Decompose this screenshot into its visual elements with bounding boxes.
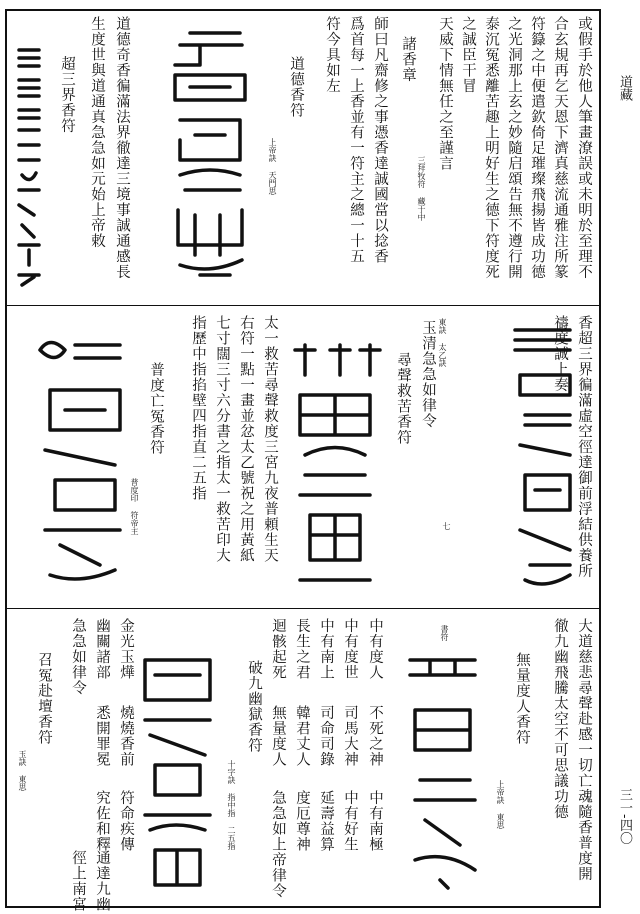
text-column: 符命疾傳 (118, 790, 134, 852)
annotation-note: 書符 (440, 625, 449, 641)
talisman-grid-image (285, 340, 385, 595)
text-column: 爲首每一上香並有一符主之總一十五 (348, 16, 364, 264)
talisman-title: 尋聲救苦香符 (395, 352, 411, 445)
text-column: 中有南極 (367, 790, 383, 852)
text-column: 生度世與道通真急急如元始上帝敕 (89, 16, 105, 249)
text-column: 師曰凡齋修之事憑香達誠國當以捻香 (372, 16, 388, 264)
annotation-note: 上帝訣 天門思 (268, 138, 277, 195)
text-column: 泰沉冤悉離苦趣上明好生之德下符度死 (483, 16, 499, 280)
text-column: 幽關諸部 (94, 618, 110, 680)
text-column: 究佐和釋 (94, 790, 110, 852)
text-column: 韓君丈人 (294, 705, 310, 767)
seal-talisman-image (505, 315, 585, 600)
talisman-title: 玉清急急如律令 (420, 320, 436, 429)
annotation-note: 上帝訣 東思 (496, 780, 505, 829)
talisman-strip-image (14, 40, 44, 295)
text-column: 指歷中指掐壁四指直二五指 (190, 315, 206, 501)
annotation-note: 三拜牧符 藏于中 (417, 156, 426, 221)
text-column: 徑上南宮 (70, 850, 86, 912)
text-column: 中有度人 (367, 618, 383, 680)
text-column: 無量度人 (270, 705, 286, 767)
text-column: 香超三界徧滿虛空徑達御前浮結供養所 (576, 315, 592, 579)
text-column: 之光洞那上玄之妙隨启頌告無不遵行開 (506, 16, 522, 280)
text-column: 禱度誠上奏 (552, 315, 568, 393)
seal-talisman-image (400, 640, 485, 895)
text-column: 中有好生 (342, 790, 358, 852)
annotation-note: 十字訣 指中指 二五指 (227, 760, 236, 850)
text-column: 道德奇香徧滿法界徹達三境事誠通感長 (114, 16, 130, 280)
text-column: 中有度世 (342, 618, 358, 680)
section-divider-2 (7, 608, 599, 609)
talisman-title: 破九幽獄香符 (246, 660, 262, 753)
text-column: 徹九幽飛騰太空不可思議功德 (552, 618, 568, 820)
text-column: 司馬大神 (342, 705, 358, 767)
text-column: 急急如律令 (70, 618, 86, 696)
text-column: 燒燒香前 (118, 705, 134, 767)
talisman-title: 無量度人香符 (514, 652, 530, 745)
text-column: 大道慈悲尋聲赴感一切亡魂隨香普度開 (576, 618, 592, 882)
text-column: 度厄尊神 (294, 790, 310, 852)
section-heading: 諸香章 (400, 36, 416, 83)
text-column: 金光玉燁 (118, 618, 134, 680)
page-number: 三一-四〇 (617, 788, 632, 845)
text-column: 中有南上 (318, 618, 334, 680)
text-column: 或假手於他人筆畫潦誤或未明於至理不 (576, 16, 592, 280)
seal-talisman-image (130, 650, 225, 900)
text-column: 符籙之中便遣欽倚足璀璨飛揚皆成功德 (529, 16, 545, 280)
text-column: 不死之神 (367, 705, 383, 767)
text-column: 右符一點一畫並忿太乙號祝之用黃紙 (238, 315, 254, 563)
text-column: 之誠臣干冒 (460, 16, 476, 94)
annotation-note: 東訣 太乙訣 (438, 318, 447, 367)
text-column: 太一救苦尋聲救度三宮九夜普頼生天 (262, 315, 278, 563)
text-column: 合玄規再乞天恩下濟真慈流通雅注所篆 (552, 16, 568, 280)
text-column: 急急如上帝律令 (270, 790, 286, 899)
text-column: 司命司錄 (318, 705, 334, 767)
seal-talisman-image (160, 25, 260, 290)
text-column: 通達九幽 (94, 850, 110, 912)
text-column: 符今具如左 (324, 16, 340, 94)
book-title: 道藏 (617, 75, 632, 101)
text-column: 天威下情無任之至謹言 (437, 16, 453, 171)
text-column: 迴骸起死 (270, 618, 286, 680)
text-column: 長生之君 (294, 618, 310, 680)
annotation-note: 七 (442, 522, 451, 530)
annotation-note: 玉訣 東思 (18, 750, 27, 791)
annotation-note: 普度印 符帝主 (130, 478, 139, 535)
text-column: 悉開罪冕 (94, 705, 110, 767)
section-divider-1 (7, 305, 599, 306)
text-column: 延壽益算 (318, 790, 334, 852)
talisman-title: 超三界香符 (59, 56, 75, 134)
talisman-title: 普度亡冤香符 (148, 362, 164, 455)
talisman-title: 召冤赴壇香符 (36, 652, 52, 745)
talisman-title: 道德香符 (288, 56, 304, 118)
seal-talisman-image (30, 330, 130, 595)
text-column: 七寸闊三寸六分書之指太一救苦印大 (214, 315, 230, 563)
